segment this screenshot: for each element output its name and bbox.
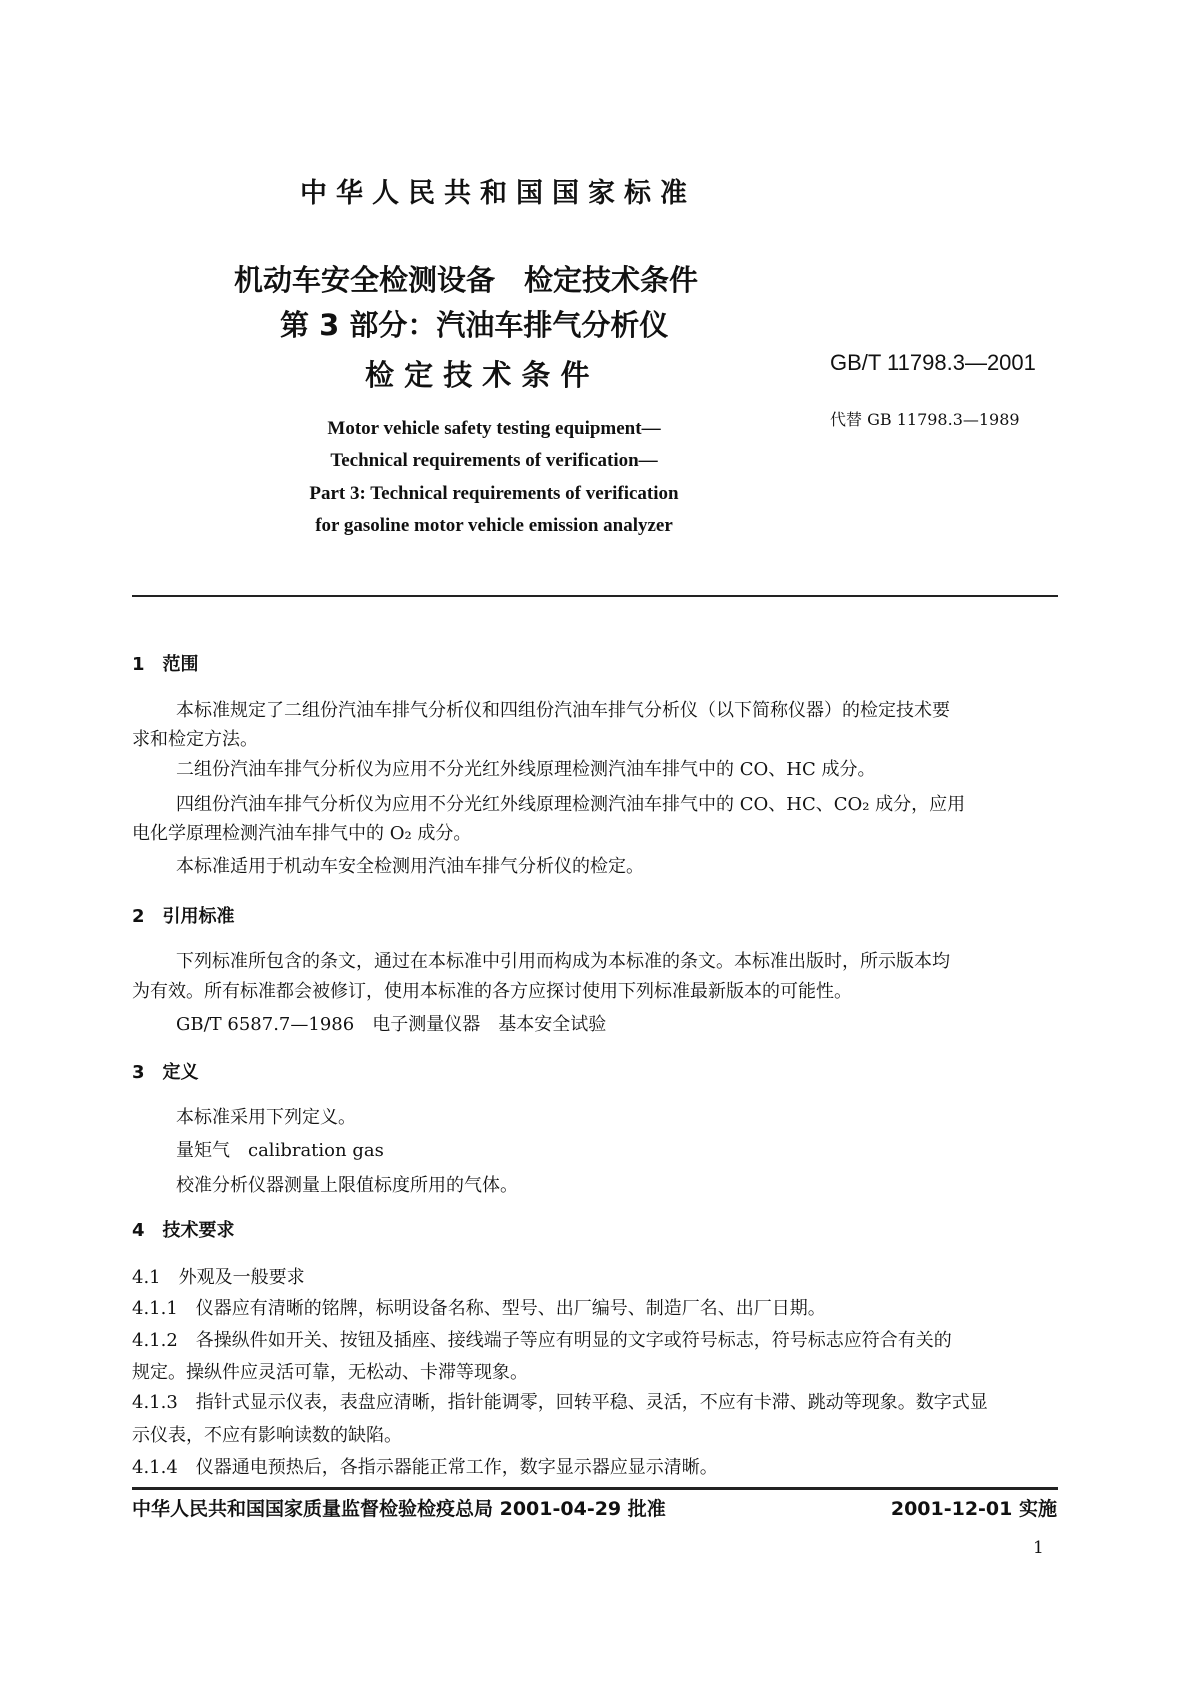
standard-number: GB/T 11798.3—2001 [830,350,1036,375]
reference-item: GB/T 6587.7—1986 电子测量仪器 基本安全试验 [176,1014,607,1035]
national-standard-label: 中华人民共和国国家标准 [300,178,696,209]
paragraph-line: 下列标准所包含的条文，通过在本标准中引用而构成为本标准的条文。本标准出版时，所示版本均 [176,951,950,972]
paragraph-line: 本标准采用下列定义。 [176,1107,356,1128]
header-divider [132,595,1058,597]
paragraph-line: 二组份汽油车排气分析仪为应用不分光红外线原理检测汽油车排气中的 CO、HC 成分。 [176,759,876,780]
paragraph-line: 求和检定方法。 [132,729,258,750]
clause-line: 规定。操纵件应灵活可靠，无松动、卡滞等现象。 [132,1362,528,1383]
paragraph-line: 本标准规定了二组份汽油车排气分析仪和四组份汽油车排气分析仪（以下简称仪器）的检定技术要 [176,700,950,721]
english-title-line-1: Motor vehicle safety testing equipment— [327,418,661,439]
clause-line: 4.1.4 仪器通电预热后，各指示器能正常工作，数字显示器应显示清晰。 [132,1457,718,1478]
definition-text: 校准分析仪器测量上限值标度所用的气体。 [176,1175,518,1196]
section-heading-references: 2 引用标准 [132,906,235,927]
title-line-1: 机动车安全检测设备 检定技术条件 [234,263,699,297]
replaces-standard: 代替 GB 11798.3—1989 [830,410,1020,429]
title-line-2: 第 3 部分：汽油车排气分析仪 [280,308,669,342]
approval-info: 中华人民共和国国家质量监督检验检疫总局 2001-04-29 批准 [132,1498,666,1520]
definition-term: 量矩气 calibration gas [176,1140,384,1161]
paragraph-line: 电化学原理检测汽油车排气中的 O₂ 成分。 [132,823,472,844]
clause-line: 4.1 外观及一般要求 [132,1267,305,1288]
clause-line: 4.1.1 仪器应有清晰的铭牌，标明设备名称、型号、出厂编号、制造厂名、出厂日期。 [132,1298,826,1319]
section-heading-definitions: 3 定义 [132,1062,199,1083]
footer-divider [132,1487,1058,1490]
title-line-3: 检 定 技 术 条 件 [365,358,590,392]
clause-line: 4.1.2 各操纵件如开关、按钮及插座、接线端子等应有明显的文字或符号标志，符号标志应符合有关的 [132,1330,952,1351]
clause-line: 4.1.3 指针式显示仪表，表盘应清晰，指针能调零，回转平稳、灵活，不应有卡滞、跳动等现象。数字式显 [132,1392,988,1413]
page-number: 1 [1033,1538,1044,1558]
effective-date: 2001-12-01 实施 [890,1498,1057,1520]
english-title-line-3: Part 3: Technical requirements of verification [309,483,679,504]
english-title-line-4: for gasoline motor vehicle emission analyzer [315,515,673,536]
english-title-line-2: Technical requirements of verification— [330,450,658,471]
paragraph-line: 本标准适用于机动车安全检测用汽油车排气分析仪的检定。 [176,856,644,877]
paragraph-line: 四组份汽油车排气分析仪为应用不分光红外线原理检测汽油车排气中的 CO、HC、CO₂ 成分，应用 [176,794,966,815]
clause-line: 示仪表，不应有影响读数的缺陷。 [132,1425,402,1446]
section-heading-scope: 1 范围 [132,654,199,675]
section-heading-requirements: 4 技术要求 [132,1220,235,1241]
paragraph-line: 为有效。所有标准都会被修订，使用本标准的各方应探讨使用下列标准最新版本的可能性。 [132,981,852,1002]
